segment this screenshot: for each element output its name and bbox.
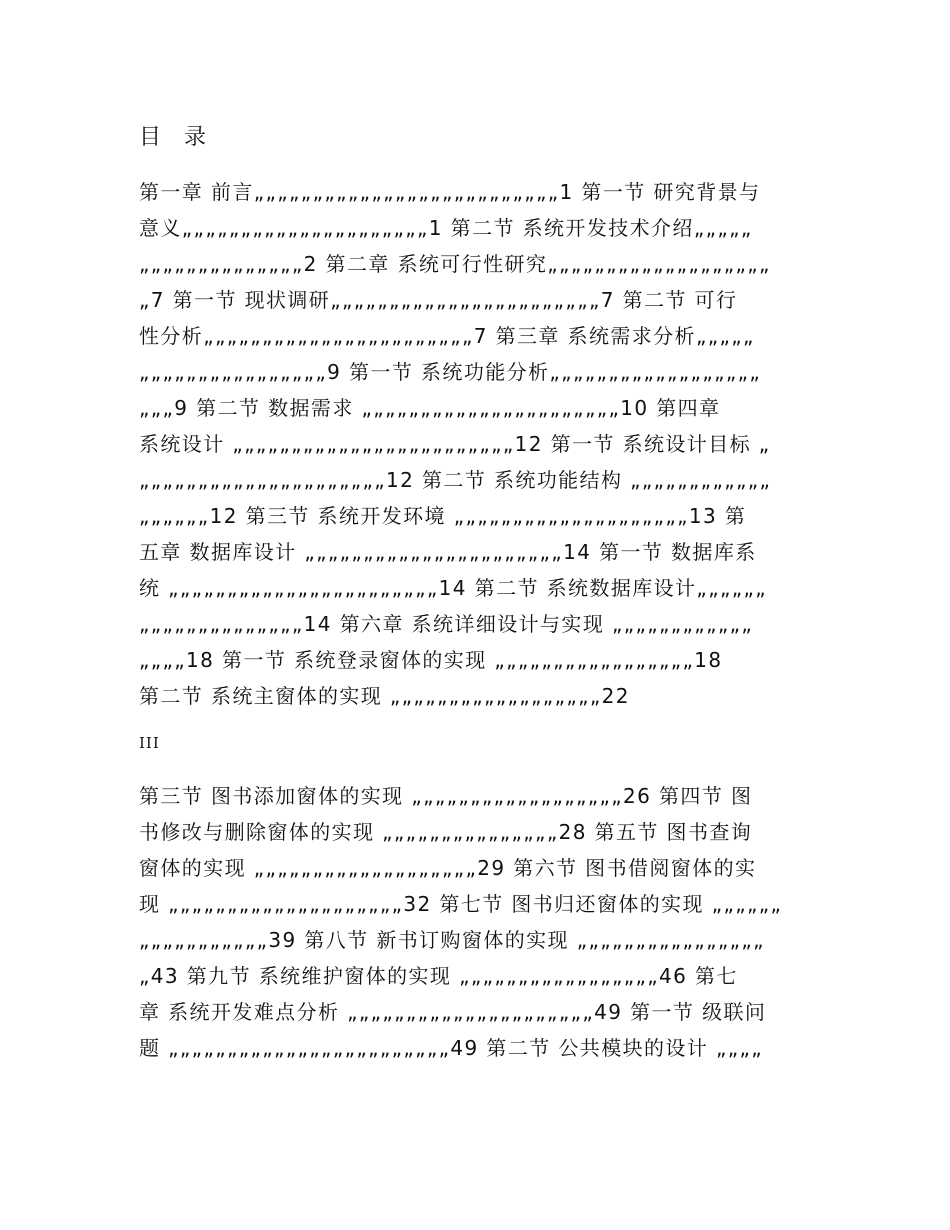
- toc-block-lower: [139, 778, 819, 1066]
- toc-line: 五章 数据库设计 „„„„„„„„„„„„„„„„„„„„„„14 第一节 数据库系: [139, 540, 757, 564]
- toc-line: 章 系统开发难点分析 „„„„„„„„„„„„„„„„„„„„„49 第一节 级联问: [139, 1000, 767, 1024]
- toc-line: „„„„„„„„„„„„„„„„„„„„„12 第二节 系统功能结构 „„„„„„„„„„„„: [139, 468, 772, 492]
- toc-line: 现 „„„„„„„„„„„„„„„„„„„„32 第七节 图书归还窗体的实现 „„„„„„: [139, 892, 783, 916]
- toc-line: 第三节 图书添加窗体的实现 „„„„„„„„„„„„„„„„„„26 第四节 图: [139, 784, 753, 808]
- toc-line: „„„„„„„„„„„„„„„„9 第一节 系统功能分析„„„„„„„„„„„„„„„„„„: [139, 360, 762, 384]
- toc-line: „43 第九节 系统维护窗体的实现 „„„„„„„„„„„„„„„„„46 第七: [139, 964, 738, 988]
- toc-line: 意义„„„„„„„„„„„„„„„„„„„„„1 第二节 系统开发技术介绍„„„„„: [139, 216, 753, 240]
- toc-line: 第一章 前言„„„„„„„„„„„„„„„„„„„„„„„„„„1 第一节 研究背景与: [139, 180, 761, 204]
- toc-title: 目 录: [139, 125, 214, 150]
- toc-line: „„„9 第二节 数据需求 „„„„„„„„„„„„„„„„„„„„„„10 第四章: [139, 396, 721, 420]
- toc-line: „„„„18 第一节 系统登录窗体的实现 „„„„„„„„„„„„„„„„„18: [139, 648, 723, 672]
- toc-block-upper: [139, 174, 819, 714]
- toc-line: „„„„„„„„„„„39 第八节 新书订购窗体的实现 „„„„„„„„„„„„„„„„: [139, 928, 765, 952]
- toc-line: 题 „„„„„„„„„„„„„„„„„„„„„„„„49 第二节 公共模块的设计 „„„„: [139, 1036, 763, 1060]
- toc-line: „„„„„„12 第三节 系统开发环境 „„„„„„„„„„„„„„„„„„„„13 第: [139, 504, 747, 528]
- toc-line: 性分析„„„„„„„„„„„„„„„„„„„„„„„7 第三章 系统需求分析„„„„„: [139, 324, 755, 348]
- toc-line: 系统设计 „„„„„„„„„„„„„„„„„„„„„„„„12 第一节 系统设计目标 „: [139, 432, 771, 456]
- toc-line: „„„„„„„„„„„„„„2 第二章 系统可行性研究„„„„„„„„„„„„„„„„„„„: [139, 252, 771, 276]
- page-number: III: [139, 734, 160, 752]
- toc-line: „„„„„„„„„„„„„„14 第六章 系统详细设计与实现 „„„„„„„„„„„„: [139, 612, 754, 636]
- toc-line: 统 „„„„„„„„„„„„„„„„„„„„„„„14 第二节 系统数据库设计„„„„„„: [139, 576, 767, 600]
- toc-line: 窗体的实现 „„„„„„„„„„„„„„„„„„„29 第六节 图书借阅窗体的实: [139, 856, 757, 880]
- toc-line: „7 第一节 现状调研„„„„„„„„„„„„„„„„„„„„„„„7 第二节 可行: [139, 288, 738, 312]
- toc-line: 书修改与删除窗体的实现 „„„„„„„„„„„„„„„28 第五节 图书查询: [139, 820, 753, 844]
- toc-line: 第二节 系统主窗体的实现 „„„„„„„„„„„„„„„„„„22: [139, 684, 630, 708]
